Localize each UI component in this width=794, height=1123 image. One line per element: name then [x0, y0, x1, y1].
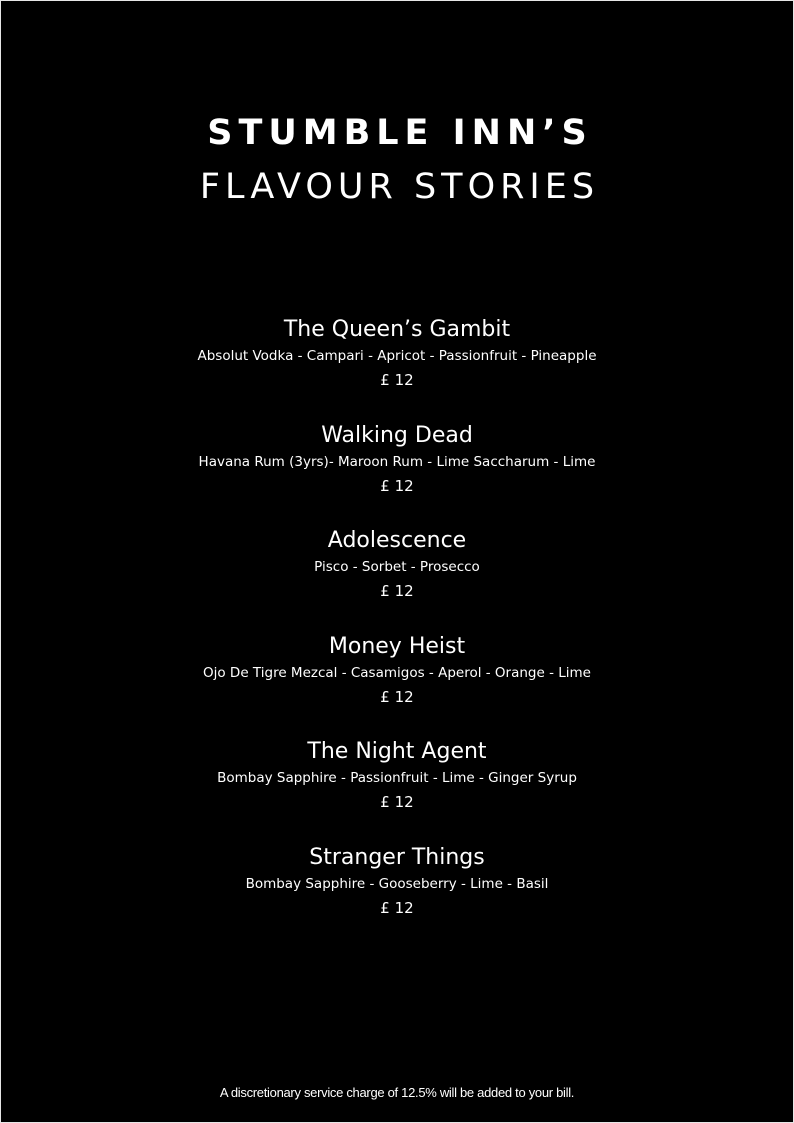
item-ingredients: Havana Rum (3yrs)- Maroon Rum - Lime Saccharum - Lime — [198, 453, 596, 470]
item-ingredients: Bombay Sapphire - Passionfruit - Lime - Ginger Syrup — [217, 770, 577, 786]
item-ingredients: Absolut Vodka - Campari - Apricot - Passionfruit - Pineapple — [197, 348, 597, 364]
item-ingredients: Bombay Sapphire - Gooseberry - Lime - Basil — [245, 875, 549, 892]
item-name: The Night Agent — [307, 739, 487, 764]
cocktail-list — [1, 313, 793, 946]
menu-subtitle: FLAVOUR STORIES — [199, 167, 600, 207]
item-name: Money Heist — [328, 633, 466, 659]
brand-title: STUMBLE INN’S — [207, 113, 593, 153]
menu-item — [1, 524, 793, 630]
item-ingredients: Pisco - Sorbet - Prosecco — [314, 559, 480, 575]
item-price: £ 12 — [380, 582, 414, 600]
item-name: Stranger Things — [309, 844, 485, 870]
item-name: The Queen’s Gambit — [283, 317, 511, 342]
menu-item — [1, 419, 793, 525]
item-price: £ 12 — [380, 898, 414, 917]
item-price: £ 12 — [380, 371, 414, 389]
item-price: £ 12 — [380, 476, 414, 495]
item-name: Walking Dead — [321, 422, 473, 448]
item-name: Adolescence — [327, 528, 467, 553]
item-price: £ 12 — [380, 793, 414, 811]
menu-item — [1, 630, 793, 736]
item-price: £ 12 — [380, 687, 414, 706]
menu-header — [1, 109, 793, 211]
menu-item — [1, 735, 793, 841]
menu-item — [1, 841, 793, 947]
item-ingredients: Ojo De Tigre Mezcal - Casamigos - Aperol - Orange - Lime — [203, 664, 591, 681]
service-charge-note: A discretionary service charge of 12.5% will be added to your bill. — [219, 1085, 575, 1100]
menu-item — [1, 313, 793, 419]
